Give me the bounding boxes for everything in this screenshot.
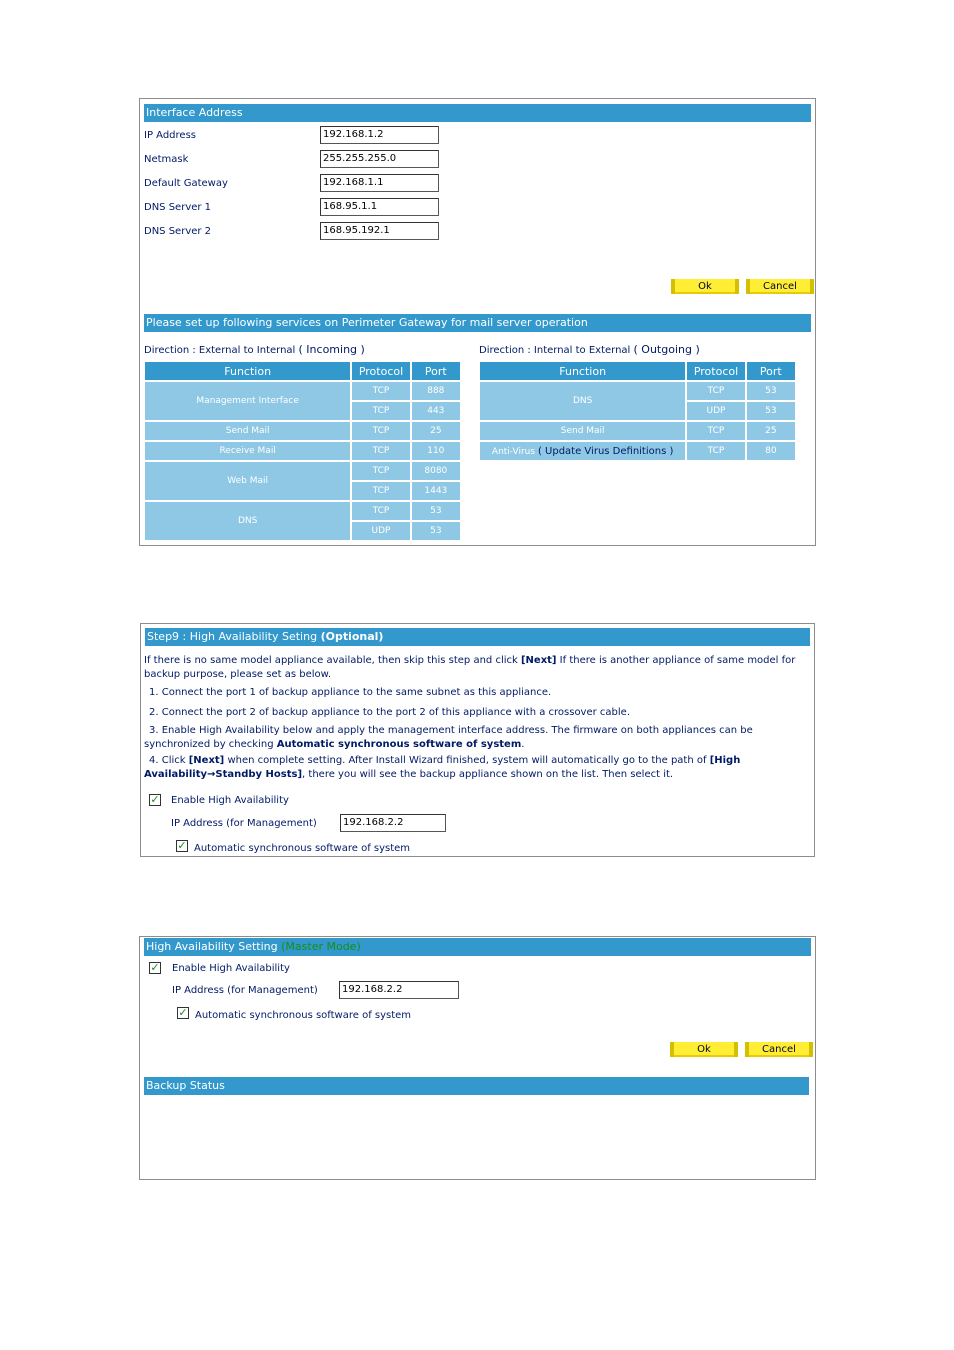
- netmask-label: Netmask: [144, 154, 189, 165]
- function-cell: Web Mail: [145, 462, 350, 500]
- anti-virus-label: Anti-Virus: [491, 446, 536, 457]
- step9-intro: [144, 654, 809, 682]
- function-header: Function: [480, 362, 685, 380]
- port-cell: 80: [747, 442, 795, 460]
- intro-text-end: If there is another appliance of same model for backup purpose, please set as below.: [144, 655, 796, 680]
- ip-management-input[interactable]: 192.168.2.2: [340, 814, 446, 832]
- table-row: [145, 422, 460, 440]
- protocol-cell: TCP: [352, 402, 409, 420]
- protocol-cell: TCP: [352, 422, 409, 440]
- ha-ok-button[interactable]: Ok: [670, 1042, 738, 1057]
- port-cell: 1443: [412, 482, 460, 500]
- step9-panel: [140, 623, 815, 857]
- port-cell: 25: [747, 422, 795, 440]
- outgoing-services-table: [478, 360, 797, 462]
- protocol-cell: TCP: [352, 442, 409, 460]
- netmask-input[interactable]: 255.255.255.0: [320, 150, 439, 168]
- protocol-header: Protocol: [687, 362, 744, 380]
- ha-cancel-button[interactable]: Cancel: [745, 1042, 813, 1057]
- step9-step4: [144, 754, 809, 782]
- protocol-cell: TCP: [352, 482, 409, 500]
- step3-bold: Automatic synchronous software of system: [276, 739, 522, 750]
- ha-auto-sync-checkbox[interactable]: ✓: [178, 1006, 188, 1019]
- table-row: [145, 462, 460, 480]
- backup-status-title: Backup Status: [144, 1077, 809, 1095]
- ha-title: [144, 938, 811, 956]
- step9-step3: [144, 724, 809, 752]
- table-row: [145, 442, 460, 460]
- intro-text: If there is no same model appliance available, then skip this step and click: [144, 655, 521, 666]
- function-cell: Receive Mail: [145, 442, 350, 460]
- step9-optional: (Optional): [320, 630, 384, 643]
- port-cell: 53: [412, 522, 460, 540]
- step9-title: [145, 628, 810, 646]
- port-cell: 8080: [412, 462, 460, 480]
- step3-end: .: [521, 739, 525, 750]
- ha-ip-input[interactable]: 192.168.2.2: [339, 981, 459, 999]
- table-row: [480, 382, 795, 400]
- default-gateway-label: Default Gateway: [144, 178, 228, 189]
- ha-mode: (Master Mode): [281, 940, 361, 953]
- step3-text: 3. Enable High Availability below and apply the management interface address. The firmware on both appliances can be synchronized by checking: [144, 725, 753, 750]
- ok-button[interactable]: Ok: [671, 279, 739, 294]
- outgoing-direction-name: ( Outgoing ): [633, 343, 700, 356]
- ha-enable-checkbox[interactable]: ✓: [150, 961, 160, 974]
- enable-ha-checkbox[interactable]: ✓: [150, 793, 160, 806]
- dns-server-2-input[interactable]: 168.95.192.1: [320, 222, 439, 240]
- table-header-row: [480, 362, 795, 380]
- intro-next: [Next]: [520, 655, 557, 666]
- incoming-direction-prefix: Direction : External to Internal: [144, 345, 296, 356]
- services-title: Please set up following services on Perimeter Gateway for mail server operation: [144, 314, 811, 332]
- port-cell: 53: [747, 382, 795, 400]
- ip-management-label: IP Address (for Management): [171, 818, 317, 829]
- table-row: [145, 382, 460, 400]
- outgoing-direction: [479, 343, 700, 356]
- protocol-header: Protocol: [352, 362, 409, 380]
- default-gateway-input[interactable]: 192.168.1.1: [320, 174, 439, 192]
- protocol-cell: TCP: [687, 442, 744, 460]
- step9-step1: 1. Connect the port 1 of backup appliance to the same subnet as this appliance.: [149, 687, 552, 698]
- incoming-direction-name: ( Incoming ): [298, 343, 365, 356]
- ha-auto-sync-label: Automatic synchronous software of system: [195, 1010, 412, 1021]
- port-header: Port: [412, 362, 460, 380]
- step4-path: [High Availability→Standby Hosts]: [144, 755, 741, 780]
- protocol-cell: UDP: [687, 402, 744, 420]
- table-row: [145, 502, 460, 520]
- step9-step2: 2. Connect the port 2 of backup appliance to the port 2 of this appliance with a crossover cable.: [149, 707, 631, 718]
- port-cell: 53: [412, 502, 460, 520]
- function-cell: Send Mail: [480, 422, 685, 440]
- ha-enable-label: Enable High Availability: [172, 963, 290, 974]
- table-header-row: [145, 362, 460, 380]
- ip-address-label: IP Address: [144, 130, 196, 141]
- protocol-cell: UDP: [352, 522, 409, 540]
- dns-server-1-input[interactable]: 168.95.1.1: [320, 198, 439, 216]
- table-row: [480, 422, 795, 440]
- step4-next: [Next]: [188, 755, 225, 766]
- function-cell: Send Mail: [145, 422, 350, 440]
- protocol-cell: TCP: [687, 382, 744, 400]
- port-cell: 443: [412, 402, 460, 420]
- port-cell: 110: [412, 442, 460, 460]
- ha-title-text: High Availability Setting: [146, 940, 278, 953]
- auto-sync-label: Automatic synchronous software of system: [194, 843, 411, 854]
- step4-end: , there you will see the backup appliance shown on the list. Then select it.: [302, 769, 674, 780]
- step4-text: 4. Click: [149, 755, 189, 766]
- ha-panel: [139, 936, 816, 1180]
- incoming-services-table: [143, 360, 462, 542]
- update-virus-definitions-link[interactable]: ( Update Virus Definitions ): [537, 445, 674, 457]
- interface-panel: [139, 98, 816, 546]
- port-cell: 25: [412, 422, 460, 440]
- function-cell: Management Interface: [145, 382, 350, 420]
- step9-title-text: Step9 : High Availability Seting: [147, 630, 318, 643]
- function-cell: DNS: [480, 382, 685, 420]
- port-cell: 888: [412, 382, 460, 400]
- outgoing-direction-prefix: Direction : Internal to External: [479, 345, 631, 356]
- auto-sync-checkbox[interactable]: ✓: [177, 839, 187, 852]
- interface-title: Interface Address: [144, 104, 811, 122]
- cancel-button[interactable]: Cancel: [746, 279, 814, 294]
- port-cell: 53: [747, 402, 795, 420]
- enable-ha-label: Enable High Availability: [171, 795, 289, 806]
- protocol-cell: TCP: [352, 462, 409, 480]
- port-header: Port: [747, 362, 795, 380]
- dns-server-1-label: DNS Server 1: [144, 202, 212, 213]
- protocol-cell: TCP: [687, 422, 744, 440]
- function-cell: DNS: [145, 502, 350, 540]
- function-header: Function: [145, 362, 350, 380]
- step4-text-mid: when complete setting. After Install Wizard finished, system will automatically go to the path of: [224, 755, 710, 766]
- incoming-direction: [144, 343, 365, 356]
- table-row: [480, 442, 795, 460]
- ha-ip-label: IP Address (for Management): [172, 985, 318, 996]
- function-cell: [480, 442, 685, 460]
- protocol-cell: TCP: [352, 382, 409, 400]
- protocol-cell: TCP: [352, 502, 409, 520]
- ip-address-input[interactable]: 192.168.1.2: [320, 126, 439, 144]
- dns-server-2-label: DNS Server 2: [144, 226, 212, 237]
